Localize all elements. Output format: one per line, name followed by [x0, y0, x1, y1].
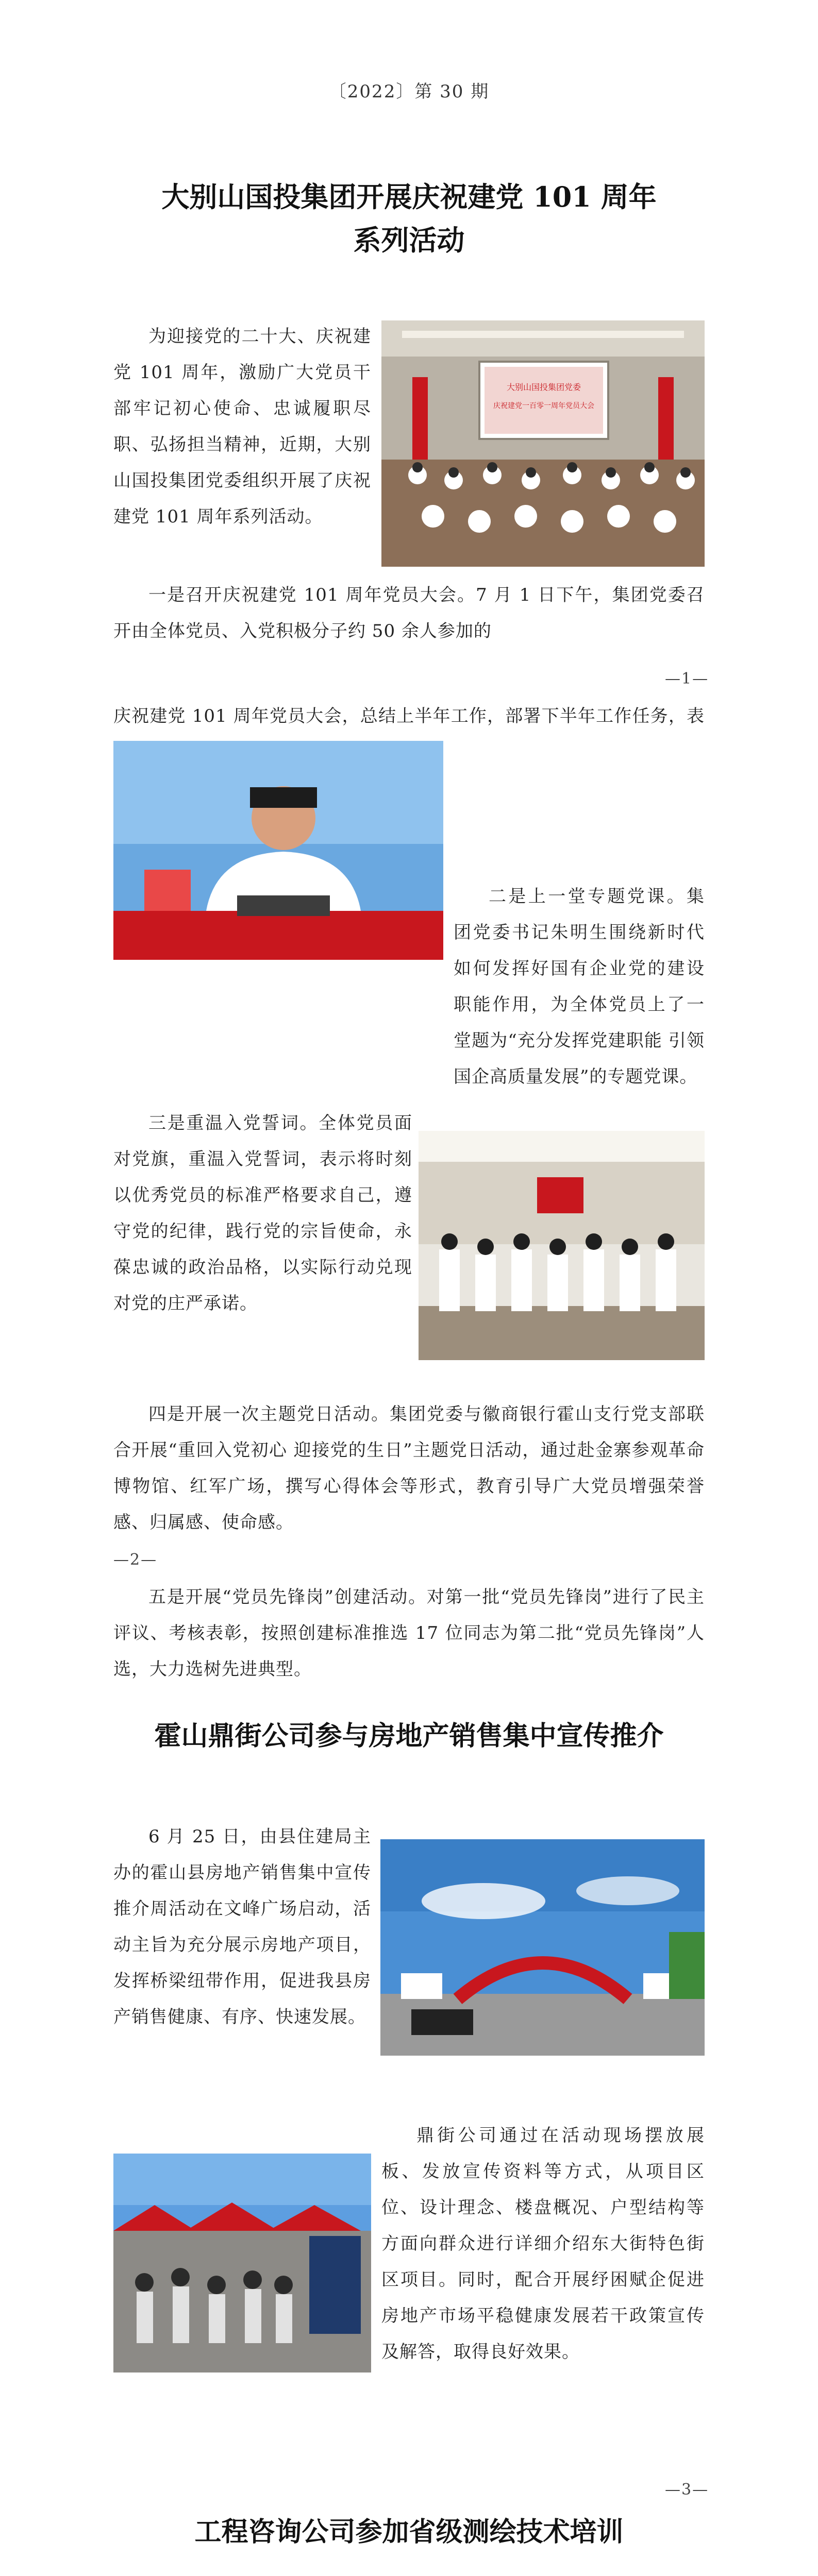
exhibition-tents-illustration	[113, 2154, 371, 2372]
article-3-title: 工程咨询公司参加省级测绘技术培训	[194, 2516, 624, 2548]
exhibition-tents-photo	[113, 2154, 371, 2372]
speaker-photo	[113, 741, 443, 960]
article-1-point-2: 二是上一堂专题党课。集团党委书记朱明生围绕新时代如何发挥好国有企业党的建设职能作用，为全体党员上了一堂题为“充分发挥党建职能 引领国企高质量发展”的专题党课。	[454, 886, 705, 1087]
article-1-point-4: 四是开展一次主题党日活动。集团党委与徽商银行霍山支行党支部联合开展“重回入党初心 迎接党的生日”主题党日活动，通过赴金寨参观革命博物馆、红军广场，撰写心得体会等形式，教育引导广大党员增强荣誉感、归属感、使命感。	[113, 1404, 705, 1533]
speaker-illustration	[113, 741, 443, 960]
article-2-paragraph-1: 6 月 25 日，由县住建局主办的霍山县房地产销售集中宣传推介周活动在文峰广场启动，活动主旨为充分展示房地产项目，发挥桥梁纽带作用，促进我县房产销售健康、有序、快速发展。	[113, 1826, 371, 2027]
plaza-arch-photo	[380, 1839, 705, 2056]
banner-text-2: 庆祝建党一百零一周年党员大会	[493, 402, 594, 410]
article-2-paragraph-2: 鼎街公司通过在活动现场摆放展板、发放宣传资料等方式，从项目区位、设计理念、楼盘概况、户型结构等方面向群众进行详细介绍东大街特色街区项目。同时，配合开展纾困赋企促进房地产市场平稳健康发展若干政策宣传及解答，取得良好效果。	[381, 2125, 705, 2362]
article-1-point-3: 三是重温入党誓词。全体党员面对党旗，重温入党誓词，表示将时刻以优秀党员的标准严格要求自己，遵守党的纪律，践行党的宗旨使命，永葆忠诚的政治品格，以实际行动兑现对党的庄严承诺。	[113, 1113, 412, 1314]
article-1-point-1-c	[454, 734, 705, 878]
page-mark-3: —3—	[665, 2481, 709, 2499]
banner-text-1: 大别山国投集团党委	[506, 382, 581, 392]
article-1-point-1-a: 一是召开庆祝建党 101 周年党员大会。7 月 1 日下午，集团党委召开由全体党员、入党积极分子约 50 余人参加的	[113, 585, 705, 641]
article-1-title-line-1: 大别山国投集团开展庆祝建党 101 周年	[161, 180, 657, 213]
plaza-arch-illustration	[380, 1839, 705, 2056]
page-mark-1: —1—	[665, 670, 709, 688]
page-mark-2: —2—	[113, 1551, 158, 1569]
meeting-hall-photo	[381, 320, 705, 567]
meeting-hall-illustration	[381, 320, 705, 567]
oath-illustration	[419, 1131, 705, 1360]
article-1-title-line-2: 系列活动	[353, 224, 465, 257]
issue-number: 〔2022〕第 30 期	[328, 81, 490, 102]
article-1-point-1-b: 庆祝建党 101 周年党员大会，总结上半年工作，部署下半年工作任务，表	[113, 706, 705, 726]
article-2-title: 霍山鼎街公司参与房地产销售集中宣传推介	[154, 1720, 664, 1752]
oath-photo	[419, 1131, 705, 1360]
article-1-title	[113, 175, 705, 262]
article-1-point-5: 五是开展“党员先锋岗”创建活动。对第一批“党员先锋岗”进行了民主评议、考核表彰，按照创建标准推选 17 位同志为第二批“党员先锋岗”人选，大力选树先进典型。	[113, 1587, 705, 1680]
article-1-intro: 为迎接党的二十大、庆祝建党 101 周年，激励广大党员干部牢记初心使命、忠诚履职尽职、弘扬担当精神，近期，大别山国投集团党委组织开展了庆祝建党 101 周年系列活动。	[113, 326, 371, 527]
